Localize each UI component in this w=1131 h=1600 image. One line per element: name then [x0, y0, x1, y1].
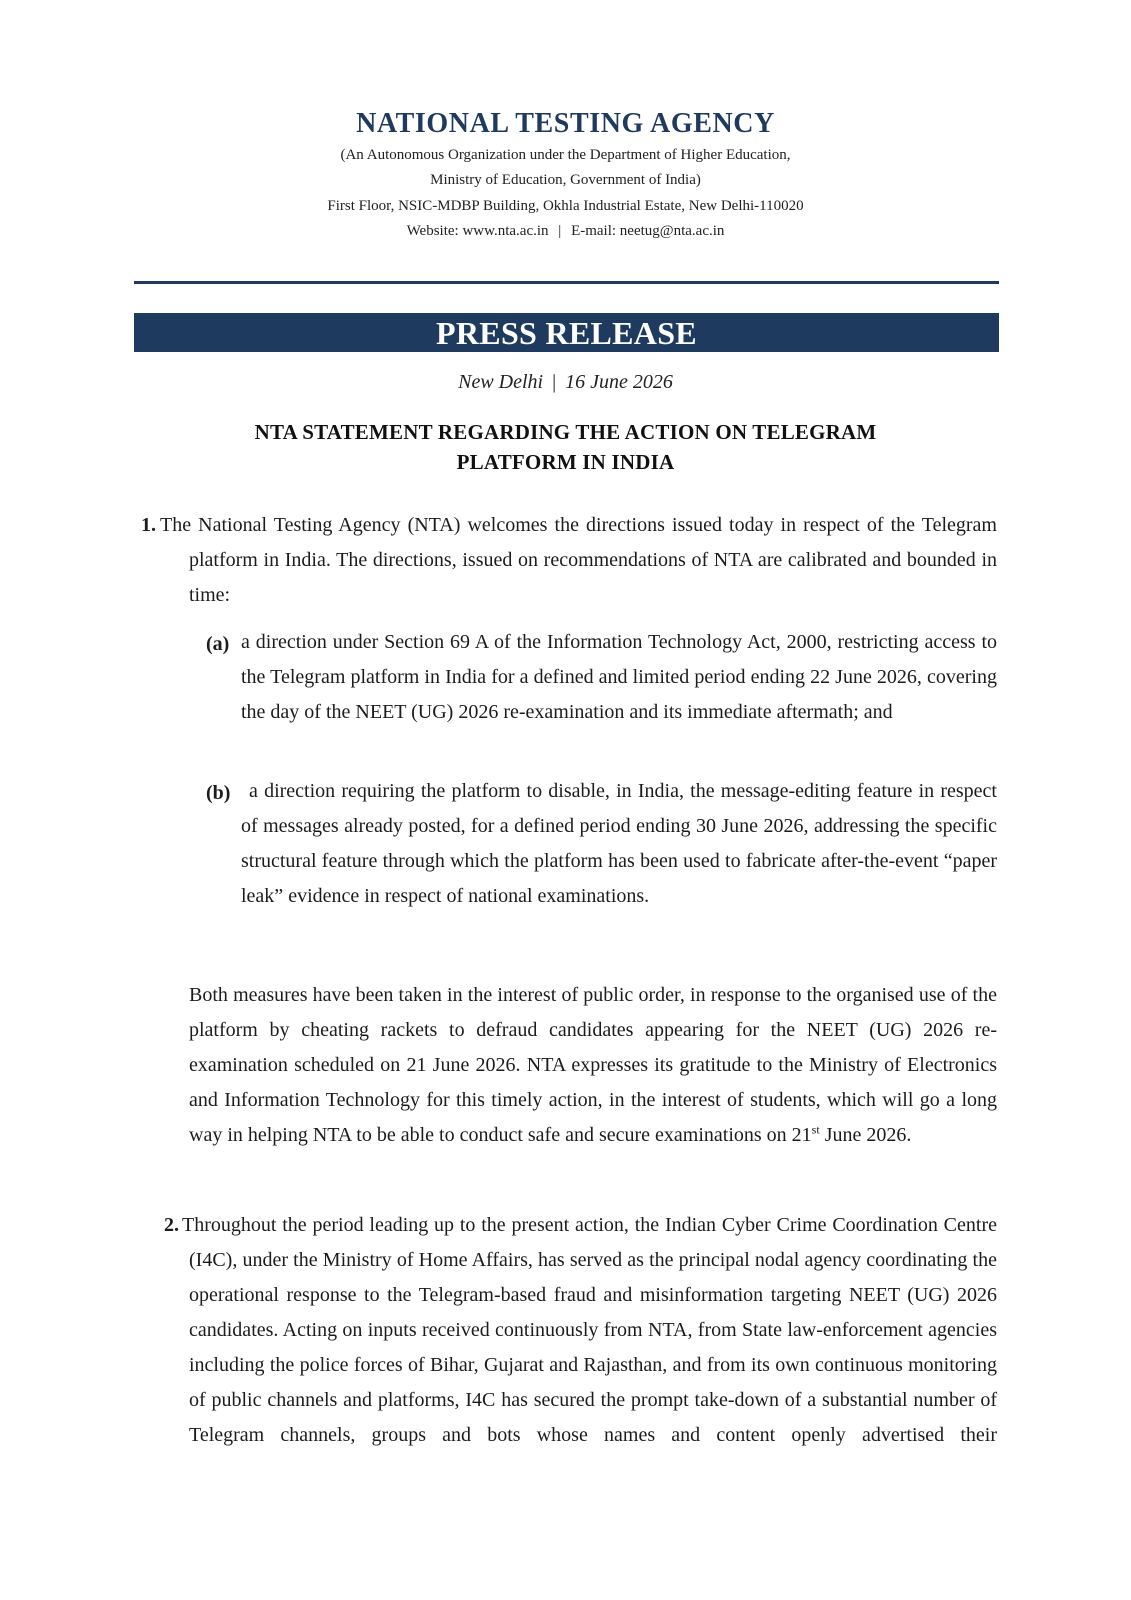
agency-subtitle-line-2: Ministry of Education, Government of India) [430, 172, 701, 188]
press-release-banner: PRESS RELEASE [134, 313, 999, 352]
item-a-label: (a) [206, 633, 230, 655]
contact-line [0, 223, 1131, 240]
website-link[interactable]: Website: www.nta.ac.in [406, 223, 549, 239]
dateline-separator: | [552, 371, 557, 393]
item-b-text: a direction requiring the platform to disable, in India, the message-editing feature in respect of messages already posted, for a defined period ending 30 June 2026, addressing the specific structural feature through which the platform has been used to fabricate after-the-event “paper leak” evidence in respect of national examinations. [241, 780, 997, 907]
header-divider [134, 281, 999, 284]
contact-separator: | [558, 223, 562, 239]
section-2-text: Throughout the period leading up to the present action, the Indian Cyber Crime Coordination Centre (I4C), under the Ministry of Home Affairs, has served as the principal nodal agency coordinating the operational response to the Telegram-based fraud and misinformation targeting NEET (UG) 2026 candidates. Acting on inputs received continuously from NTA, from State law-enforcement agencies including the police forces of Bihar, Gujarat and Rajasthan, and from its own continuous monitoring of public channels and platforms, I4C has secured the prompt take-down of a substantial number of Telegram channels, groups and bots whose names and content openly advertised their [182, 1214, 997, 1446]
section-1-number: 1. [141, 514, 156, 536]
ordinal-suffix: st [811, 1122, 820, 1137]
dateline [0, 371, 1131, 394]
statement-title-line-2: PLATFORM IN INDIA [456, 450, 675, 474]
section-1-intro [141, 508, 997, 613]
email-link[interactable]: E-mail: neetug@nta.ac.in [571, 223, 725, 239]
section-2 [164, 1208, 997, 1453]
dateline-place: New Delhi [458, 371, 544, 393]
agency-address: First Floor, NSIC-MDBP Building, Okhla Industrial Estate, New Delhi-110020 [327, 198, 804, 214]
item-a-text: a direction under Section 69 A of the Information Technology Act, 2000, restricting access to the Telegram platform in India for a defined and limited period ending 22 June 2026, covering the day of the NEET (UG) 2026 re-examination and its immediate aftermath; and [241, 631, 997, 723]
section-1-intro-text: The National Testing Agency (NTA) welcomes the directions issued today in respect of the Telegram platform in India. The directions, issued on recommendations of NTA are calibrated and bounded in time: [160, 514, 997, 606]
agency-name: NATIONAL TESTING AGENCY [356, 108, 775, 139]
section-1-closing-tail: June 2026. [819, 1124, 912, 1146]
item-b-label: (b) [206, 782, 231, 804]
section-1-closing-text: Both measures have been taken in the interest of public order, in response to the organised use of the platform by cheating rackets to defraud candidates appearing for the NEET (UG) 2026 re-examination scheduled on 21 June 2026. NTA expresses its gratitude to the Ministry of Electronics and Information Technology for this timely action, in the interest of students, which will go a long way in helping NTA to be able to conduct safe and secure examinations on 21 [189, 984, 997, 1146]
statement-title-line-1: NTA STATEMENT REGARDING THE ACTION ON TELEGRAM [254, 420, 877, 444]
section-2-number: 2. [164, 1214, 179, 1236]
agency-subtitle-line-1: (An Autonomous Organization under the Department of Higher Education, [340, 147, 791, 163]
section-1-closing [189, 978, 997, 1153]
dateline-date: 16 June 2026 [565, 371, 673, 393]
